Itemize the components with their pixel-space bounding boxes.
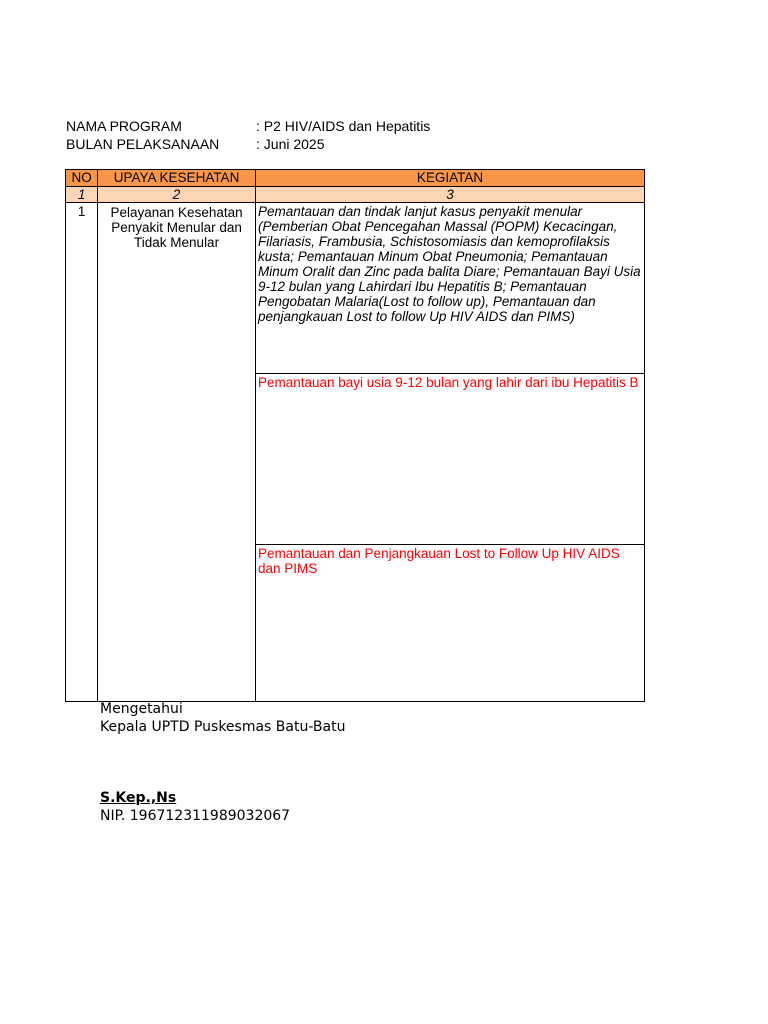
activity-table [65,169,645,702]
column-number-2: 2 [98,187,256,203]
kegiatan-cell-3: Pemantauan dan Penjangkauan Lost to Follow Up HIV AIDS dan PIMS [255,545,644,702]
column-header-kegiatan: KEGIATAN [255,170,644,187]
table-row [66,203,645,374]
column-number-1: 1 [66,187,98,203]
signer-nip: NIP. 196712311989032067 [100,808,291,824]
kegiatan-cell-2: Pemantauan bayi usia 9-12 bulan yang lahir dari ibu Hepatitis B [255,374,644,545]
row-number: 1 [66,203,98,702]
program-label: NAMA PROGRAM [66,118,182,134]
month-value: : Juni 2025 [256,136,325,152]
signer-name: S.Kep.,Ns [100,790,177,806]
kegiatan-cell-1: Pemantauan dan tindak lanjut kasus penyakit menular (Pemberian Obat Pencegahan Massal (POPM) Kecacingan, Filariasis, Frambusia, Schistosomiasis dan kemoprofilaksis kusta; Pemantauan Minum Obat Pneumonia; Pemantauan Minum Oralit dan Zinc pada balita Diare; Pemantauan Bayi Usia 9-12 bulan yang Lahirdari Ibu Hepatitis B; Pemantauan Pengobatan Malaria(Lost to follow up), Pemantauan dan penjangkauan Lost to follow Up HIV AIDS dan PIMS) [255,203,644,374]
table-header-row [66,170,645,187]
signer-position: Kepala UPTD Puskesmas Batu-Batu [100,719,346,735]
acknowledge-text: Mengetahui [100,701,183,717]
month-label: BULAN PELAKSANAAN [66,136,220,152]
column-header-upaya: UPAYA KESEHATAN [98,170,256,187]
upaya-kesehatan-cell: Pelayanan Kesehatan Penyakit Menular dan Tidak Menular [98,203,256,702]
column-header-no: NO [66,170,98,187]
column-number-3: 3 [255,187,644,203]
column-number-row [66,187,645,203]
program-value: : P2 HIV/AIDS dan Hepatitis [256,118,431,134]
